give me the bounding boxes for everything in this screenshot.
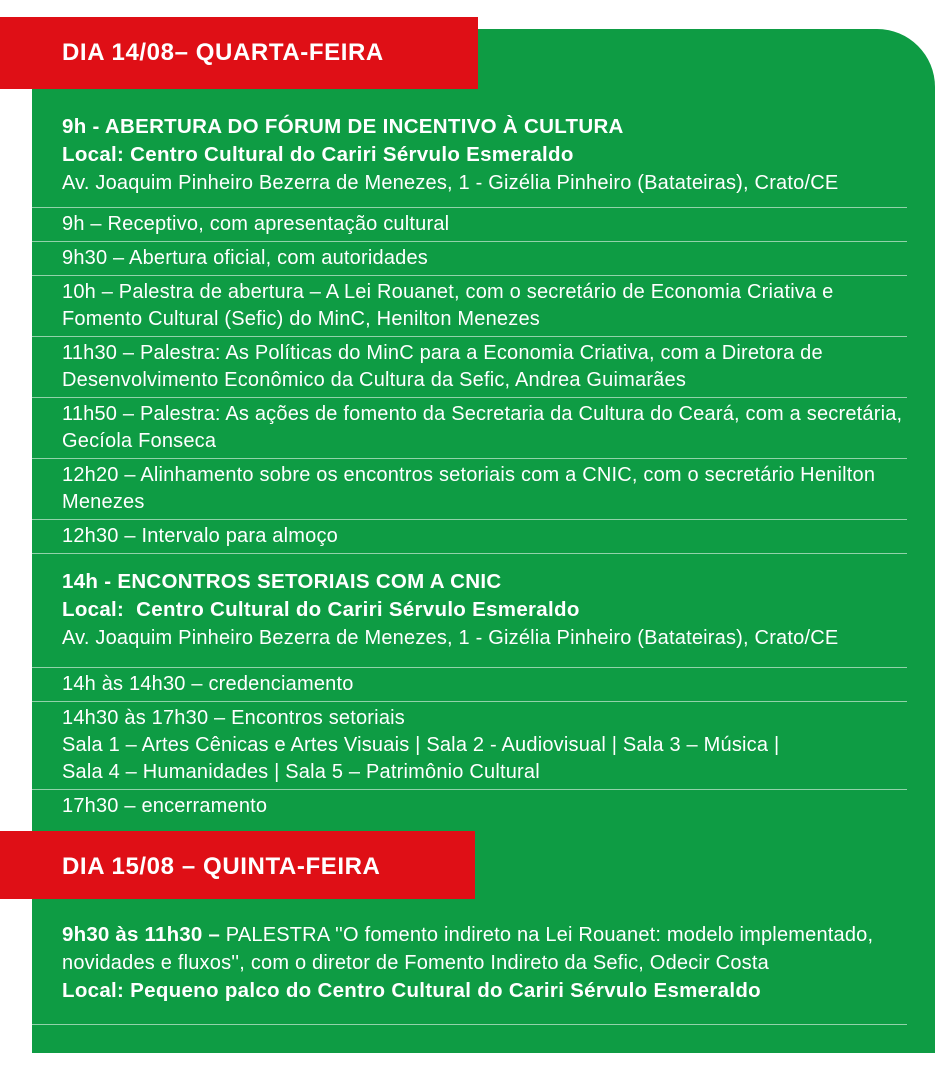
day2-talk-location: Local: Pequeno palco do Centro Cultural do Cariri Sérvulo Esmeraldo <box>62 979 761 1002</box>
day2-talk-time: 9h30 às 11h30 – <box>62 923 221 946</box>
schedule-item-11h50: 11h50 – Palestra: As ações de fomento da Secretaria da Cultura do Ceará, com a secretária, Gecíola Fonseca <box>32 398 907 459</box>
session-opening-location: Local: Centro Cultural do Cariri Sérvulo Esmeraldo <box>62 143 574 166</box>
schedule-item-12h20: 12h20 – Alinhamento sobre os encontros setoriais com a CNIC, com o secretário Henilton Menezes <box>32 459 907 520</box>
day2-talk <box>32 921 907 1005</box>
schedule-item-14h30-line: 14h30 às 17h30 – Encontros setoriais <box>62 707 405 729</box>
schedule-item-14h30-encontros <box>32 702 907 790</box>
session-opening-address: Av. Joaquim Pinheiro Bezerra de Menezes, 1 - Gizélia Pinheiro (Batateiras), Crato/CE <box>62 172 839 194</box>
banner-day-14-08-label: DIA 14/08– QUARTA-FEIRA <box>62 39 384 66</box>
banner-day-14-08 <box>0 17 478 89</box>
day2-talk-description: PALESTRA ''O fomento indireto na Lei Rouanet: modelo implementado, novidades e fluxos'', com o diretor de Fomento Indireto da Sefic, Odecir Costa <box>62 924 880 974</box>
session-setoriais-address: Av. Joaquim Pinheiro Bezerra de Menezes, 1 - Gizélia Pinheiro (Batateiras), Crato/CE <box>62 627 839 649</box>
schedule-item-9h30: 9h30 – Abertura oficial, com autoridades <box>32 242 907 276</box>
session-setoriais-location: Local: Centro Cultural do Cariri Sérvulo Esmeraldo <box>62 598 580 621</box>
schedule-item-9h: 9h – Receptivo, com apresentação cultural <box>32 208 907 242</box>
day2-talk-text <box>62 921 907 977</box>
schedule-item-10h: 10h – Palestra de abertura – A Lei Rouanet, com o secretário de Economia Criativa e Fomento Cultural (Sefic) do MinC, Henilton Menezes <box>32 276 907 337</box>
schedule-item-12h30: 12h30 – Intervalo para almoço <box>32 520 907 554</box>
banner-day-15-08 <box>0 831 475 899</box>
schedule-item-17h30: 17h30 – encerramento <box>62 795 268 817</box>
schedule-item-salas-1-3: Sala 1 – Artes Cênicas e Artes Visuais | Sala 2 - Audiovisual | Sala 3 – Música | <box>62 734 780 756</box>
session-opening-title: 9h - ABERTURA DO FÓRUM DE INCENTIVO À CULTURA <box>62 115 624 138</box>
session-opening-heading <box>32 113 907 197</box>
schedule-afternoon <box>32 667 907 823</box>
schedule-item-14h: 14h às 14h30 – credenciamento <box>32 668 907 702</box>
banner-day-15-08-label: DIA 15/08 – QUINTA-FEIRA <box>62 853 381 880</box>
schedule-item-salas-4-5: Sala 4 – Humanidades | Sala 5 – Patrimônio Cultural <box>62 761 540 783</box>
session-setoriais-heading <box>32 568 907 652</box>
session-setoriais-title: 14h - ENCONTROS SETORIAIS COM A CNIC <box>62 570 502 593</box>
schedule-morning <box>32 207 907 554</box>
agenda-panel <box>32 29 935 1053</box>
bottom-divider <box>32 1024 907 1025</box>
schedule-item-11h30: 11h30 – Palestra: As Políticas do MinC para a Economia Criativa, com a Diretora de Desenvolvimento Econômico da Cultura da Sefic, Andrea Guimarães <box>32 337 907 398</box>
